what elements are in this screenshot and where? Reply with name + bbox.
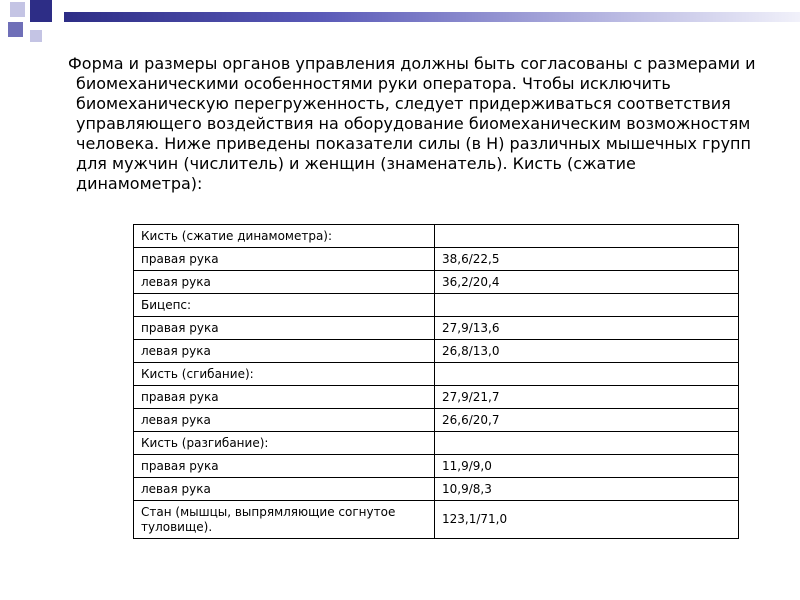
row-value-cell: 27,9/13,6 (435, 317, 739, 340)
body-paragraph: Форма и размеры органов управления должны быть согласованы с размерами и биомеханическими особенностями руки оператора. Чтобы исключить биомеханическую перегруженность, следует придерживаться соответствия управляющего воздействия на оборудование биомеханическим возможностям человека. Ниже приведены показатели силы (в Н) различных мышечных групп для мужчин (числитель) и женщин (знаменатель). Кисть (сжатие динамометра): (68, 54, 756, 193)
row-label-cell: Бицепс: (134, 294, 435, 317)
table-body (134, 225, 739, 539)
table-row (134, 386, 739, 409)
row-label-cell: левая рука (134, 478, 435, 501)
title-gradient-bar (64, 12, 800, 22)
row-value-cell: 26,6/20,7 (435, 409, 739, 432)
row-label-cell: Кисть (разгибание): (134, 432, 435, 455)
row-value-cell: 10,9/8,3 (435, 478, 739, 501)
row-label-cell: правая рука (134, 248, 435, 271)
table-row (134, 248, 739, 271)
row-value-cell: 38,6/22,5 (435, 248, 739, 271)
decor-square (30, 30, 42, 42)
table-row (134, 432, 739, 455)
decor-square (30, 0, 52, 22)
table-row (134, 501, 739, 539)
muscle-strength-table (133, 224, 739, 539)
row-label-cell: правая рука (134, 317, 435, 340)
row-value-cell: 27,9/21,7 (435, 386, 739, 409)
slide-decoration (0, 0, 800, 50)
table-row (134, 455, 739, 478)
row-label-cell: Кисть (сжатие динамометра): (134, 225, 435, 248)
table-row (134, 271, 739, 294)
decor-square (10, 2, 25, 17)
table-row (134, 225, 739, 248)
table-row (134, 363, 739, 386)
row-value-cell: 36,2/20,4 (435, 271, 739, 294)
body-text-block (62, 54, 762, 194)
table-row (134, 478, 739, 501)
row-value-cell: 11,9/9,0 (435, 455, 739, 478)
row-label-cell: левая рука (134, 340, 435, 363)
row-value-cell (435, 294, 739, 317)
table-row (134, 340, 739, 363)
row-value-cell (435, 225, 739, 248)
row-value-cell: 123,1/71,0 (435, 501, 739, 539)
row-label-cell: левая рука (134, 271, 435, 294)
row-value-cell: 26,8/13,0 (435, 340, 739, 363)
table-row (134, 294, 739, 317)
decor-square (8, 22, 23, 37)
row-label-cell: Стан (мышцы, выпрямляющие согнутое туловище). (134, 501, 435, 539)
row-label-cell: правая рука (134, 386, 435, 409)
row-label-cell: Кисть (сгибание): (134, 363, 435, 386)
row-value-cell (435, 363, 739, 386)
table-row (134, 409, 739, 432)
row-label-cell: правая рука (134, 455, 435, 478)
row-label-cell: левая рука (134, 409, 435, 432)
table-row (134, 317, 739, 340)
row-value-cell (435, 432, 739, 455)
